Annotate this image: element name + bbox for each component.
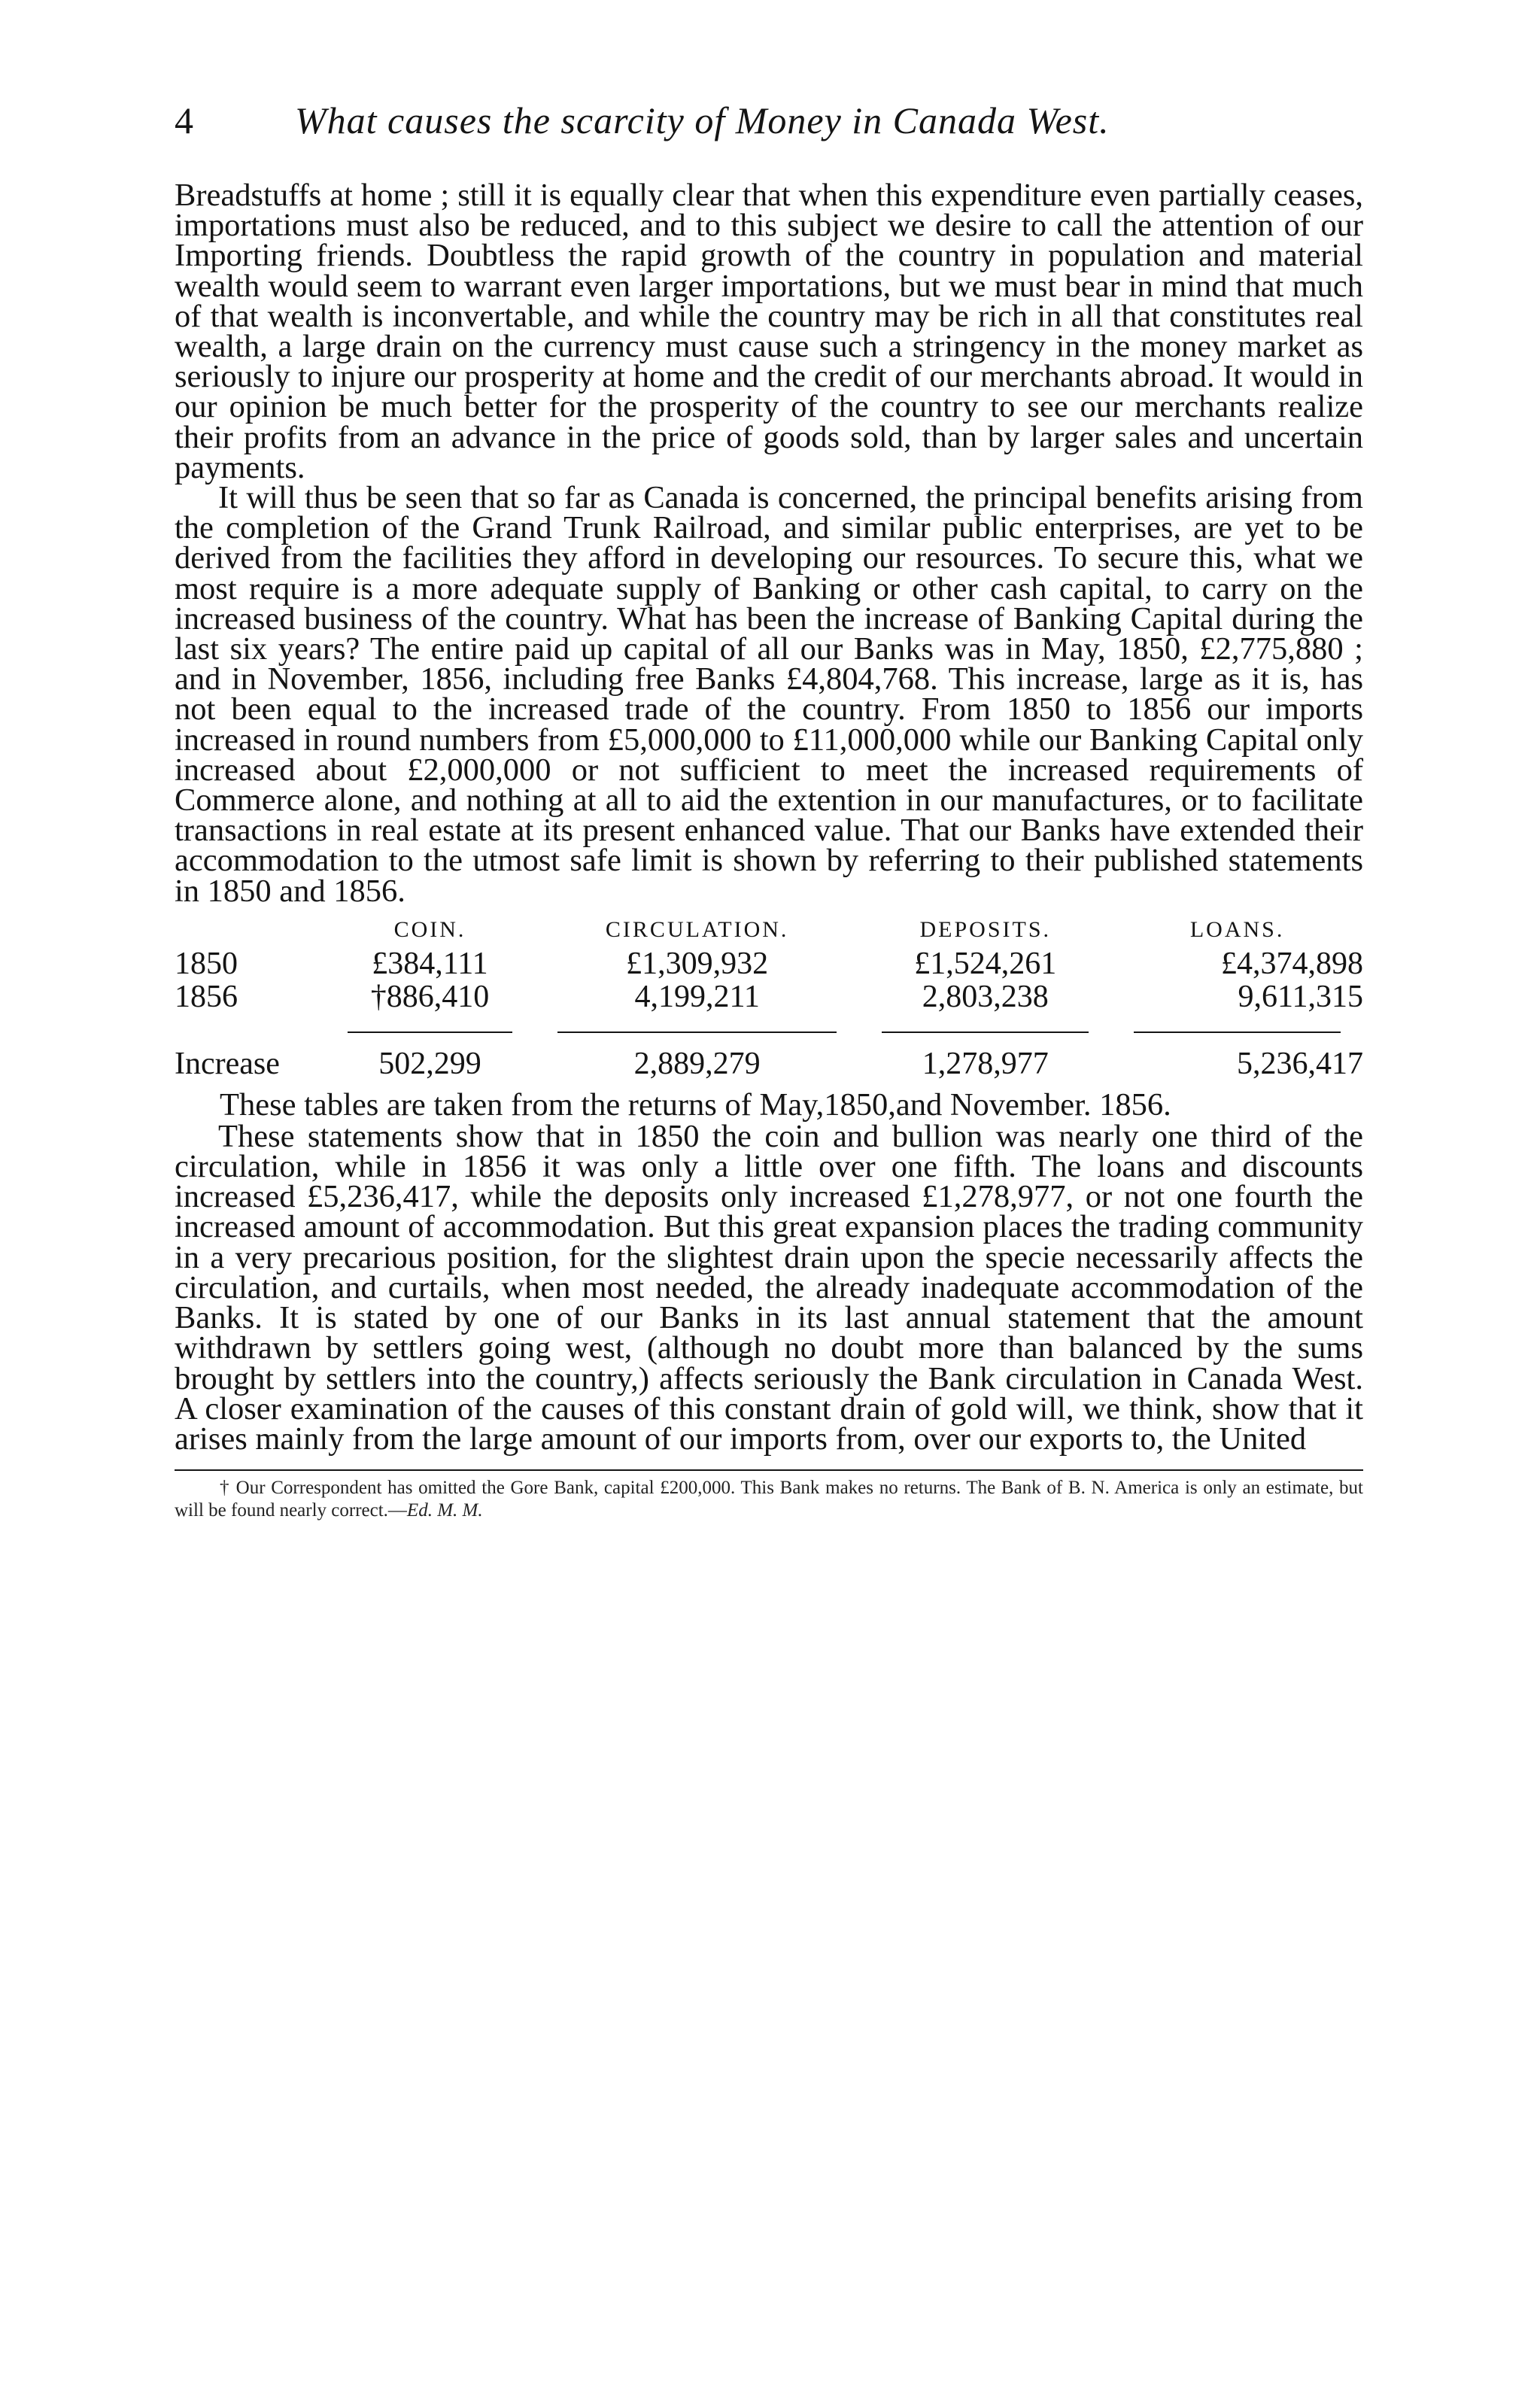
table-row bbox=[175, 947, 1363, 980]
table-header-year bbox=[175, 914, 325, 947]
table-cell-deposits: £1,524,261 bbox=[914, 946, 1057, 981]
table-cell-deposits: 1,278,977 bbox=[922, 1046, 1049, 1081]
table-cell-loans: 9,611,315 bbox=[1238, 979, 1363, 1014]
tables-source-note: These tables are taken from the returns of May,1850,and November. 1856. bbox=[220, 1086, 1171, 1123]
bank-statement-table bbox=[175, 914, 1363, 1081]
table-cell-circulation: 2,889,279 bbox=[633, 1046, 761, 1081]
footnote-line-2: The Bank of B. N. America is only an estimate, but will be found nearly correct.— bbox=[175, 1478, 1363, 1521]
body-paragraph-3: These statements show that in 1850 the coin and bullion was nearly one third of the circulation, while in 1856 it was only a little over one fifth. The loans and discounts increased £5,236,417, while the deposits only increased £1,278,977, or not one fourth the increased amount of accommodation. But this great expansion places the trading community in a very precarious position, for the slightest drain upon the specie necessarily affects the circulation, and curtails, when most needed, the already inadequate accommodation of the Banks. It is stated by one of our Banks in its last annual statement that the amount withdrawn by settlers going west, (although no doubt more than balanced by the sums brought by settlers into the country,) affects seriously the Bank circulation in Canada West. A closer examination of the causes of this constant drain of gold will, we think, show that it arises mainly from the large amount of our imports from, over our exports to, the United bbox=[175, 1118, 1363, 1457]
page bbox=[175, 98, 1363, 1522]
footnote-signature: Ed. M. M. bbox=[406, 1500, 483, 1521]
table-cell-coin: £384,111 bbox=[372, 946, 488, 981]
table-cell-loans: 5,236,417 bbox=[1237, 1046, 1363, 1081]
page-number: 4 bbox=[175, 99, 193, 141]
table-rule-deposits bbox=[859, 1013, 1111, 1044]
page-header bbox=[175, 98, 1363, 150]
table-cell-loans: £4,374,898 bbox=[1221, 946, 1363, 981]
table-header-circulation: CIRCULATION. bbox=[605, 916, 789, 942]
footnote-divider bbox=[175, 1469, 1363, 1471]
running-title: What causes the scarcity of Money in Canada West. bbox=[295, 99, 1110, 141]
table-cell-deposits: 2,803,238 bbox=[922, 979, 1049, 1014]
table-cell-year: 1850 bbox=[175, 946, 238, 981]
table-rule-spacer bbox=[175, 1013, 325, 1044]
table-rule-loans bbox=[1111, 1013, 1363, 1044]
table-cell-coin: 502,299 bbox=[378, 1046, 481, 1081]
table-rule-coin bbox=[325, 1013, 535, 1044]
table-row bbox=[175, 980, 1363, 1013]
table-cell-year: 1856 bbox=[175, 979, 238, 1014]
footnote-line-1: † Our Correspondent has omitted the Gore Bank, capital £200,000. This Bank makes no returns. bbox=[220, 1478, 961, 1499]
body-paragraph-1: Breadstuffs at home ; still it is equally clear that when this expenditure even partially ceases, importations must also be reduced, and to this subject we desire to call the attention of our Importing friends. Doubtless the rapid growth of the country in population and material wealth would seem to warrant even larger importations, but we must bear in mind that much of that wealth is inconvertable, and while the country may be rich in all that constitutes real wealth, a large drain on the currency must cause such a stringency in the money market as seriously to injure our prosperity at home and the credit of our merchants abroad. It would in our opinion be much better for the prosperity of the country to see our merchants realize their profits from an advance in the price of goods sold, than by larger sales and uncertain payments. bbox=[175, 178, 1363, 485]
table-cell-circulation: 4,199,211 bbox=[634, 979, 760, 1014]
table-cell-coin: †886,410 bbox=[370, 979, 490, 1014]
table-header-coin: COIN. bbox=[393, 916, 466, 942]
table-rule-row bbox=[175, 1013, 1363, 1044]
table-cell-circulation: £1,309,932 bbox=[626, 946, 769, 981]
table-header-deposits: DEPOSITS. bbox=[919, 916, 1052, 942]
table-header-loans: LOANS. bbox=[1189, 916, 1285, 942]
footnote bbox=[175, 1477, 1363, 1522]
body-paragraph-2: It will thus be seen that so far as Canada is concerned, the principal benefits arising from the completion of the Grand Trunk Railroad, and similar public enterprises, are yet to be derived from the facilities they afford in developing our resources. To secure this, what we most require is a more adequate supply of Banking or other cash capital, to carry on the increased business of the country. What has been the increase of Banking Capital during the last six years? The entire paid up capital of all our Banks was in May, 1850, £2,775,880 ; and in November, 1856, including free Banks £4,804,768. This increase, large as it is, has not been equal to the increased trade of the country. From 1850 to 1856 our imports increased in round numbers from £5,000,000 to £11,000,000 while our Banking Capital only increased about £2,000,000 or not sufficient to meet the increased requirements of Commerce alone, and nothing at all to aid the extention in our manufactures, or to facilitate transactions in real estate at its present enhanced value. That our Banks have extended their accommodation to the utmost safe limit is shown by referring to their published statements in 1850 and 1856. bbox=[175, 480, 1363, 909]
table-rule-circulation bbox=[535, 1013, 859, 1044]
table-header-row bbox=[175, 914, 1363, 947]
table-cell-increase-label: Increase bbox=[175, 1046, 280, 1081]
table-increase-row bbox=[175, 1044, 1363, 1081]
